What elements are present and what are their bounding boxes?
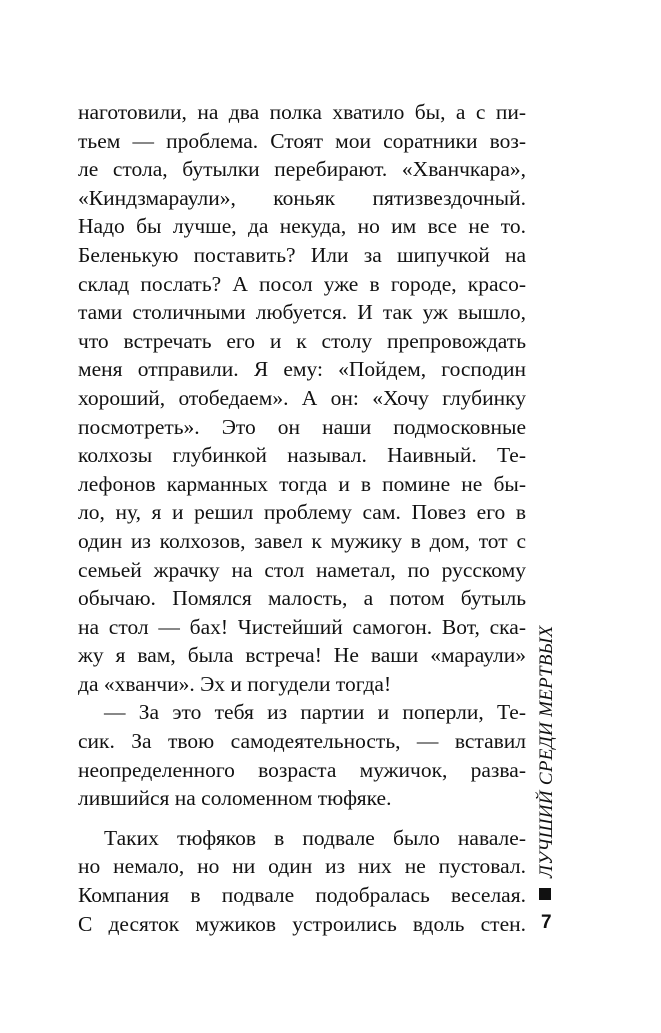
running-head bbox=[531, 625, 571, 900]
text-line: один из колхозов, завел к мужику в дом, тот с bbox=[78, 528, 526, 553]
square-marker-icon bbox=[539, 888, 551, 900]
text-line: ло, ну, я и решил проблему сам. Повез его в bbox=[78, 500, 526, 525]
text-line: семьей жрачку на стол наметал, по русскому bbox=[78, 557, 526, 582]
text-line: колхозы глубинкой называл. Наивный. Те- bbox=[78, 443, 526, 468]
text-line: неопределенного возраста мужичок, разва- bbox=[78, 757, 526, 782]
text-line: обычаю. Помялся малость, а потом бутыль bbox=[78, 586, 526, 611]
text-line: Таких тюфяков в подвале было навале- bbox=[104, 825, 526, 850]
text-line: да «хванчи». Эх и погудели тогда! bbox=[78, 671, 392, 696]
text-line: посмотреть». Это он наши подмосковные bbox=[78, 414, 526, 439]
text-line: Компания в подвале подобралась веселая. bbox=[78, 883, 526, 908]
text-line: тами столичными любуется. И так уж вышло, bbox=[78, 300, 526, 325]
text-line: лефонов карманных тогда и в помине не бы- bbox=[78, 471, 526, 496]
text-line: лившийся на соломенном тюфяке. bbox=[78, 786, 392, 811]
page-number: 7 bbox=[541, 912, 552, 933]
text-line: жу я вам, была встреча! Не ваши «мараули» bbox=[78, 643, 526, 668]
text-line: — За это тебя из партии и поперли, Те- bbox=[104, 700, 526, 725]
text-line: на стол — бах! Чистейший самогон. Вот, ска- bbox=[78, 614, 526, 639]
text-line: ле стола, бутылки перебирают. «Хванчкара», bbox=[78, 157, 526, 182]
text-line: что встречать его и к столу препровождать bbox=[78, 328, 526, 353]
text-line: сик. За твою самодеятельность, — вставил bbox=[78, 729, 526, 754]
text-line: склад послать? А посол уже в городе, красо- bbox=[78, 271, 526, 296]
paragraph-gap bbox=[78, 813, 526, 824]
text-line: Надо бы лучше, да некуда, но им все не то. bbox=[78, 214, 526, 239]
text-line: наготовили, на два полка хватило бы, а с пи- bbox=[78, 100, 526, 124]
text-line: меня отправили. Я ему: «Пойдем, господин bbox=[78, 357, 526, 382]
body-text bbox=[78, 98, 526, 938]
text-line: Беленькую поставить? Или за шипучкой на bbox=[78, 242, 526, 267]
text-line: «Киндзмараули», коньяк пятизвездочный. bbox=[78, 185, 526, 210]
text-line: но немало, но ни один из них не пустовал. bbox=[78, 854, 526, 879]
text-line: С десяток мужиков устроились вдоль стен. bbox=[78, 911, 526, 936]
book-title: ЛУЧШИЙ СРЕДИ МЕРТВЫХ bbox=[536, 625, 557, 878]
text-line: хороший, отобедаем». А он: «Хочу глубинку bbox=[78, 385, 526, 410]
text-line: тьем — проблема. Стоят мои соратники воз- bbox=[78, 128, 526, 153]
